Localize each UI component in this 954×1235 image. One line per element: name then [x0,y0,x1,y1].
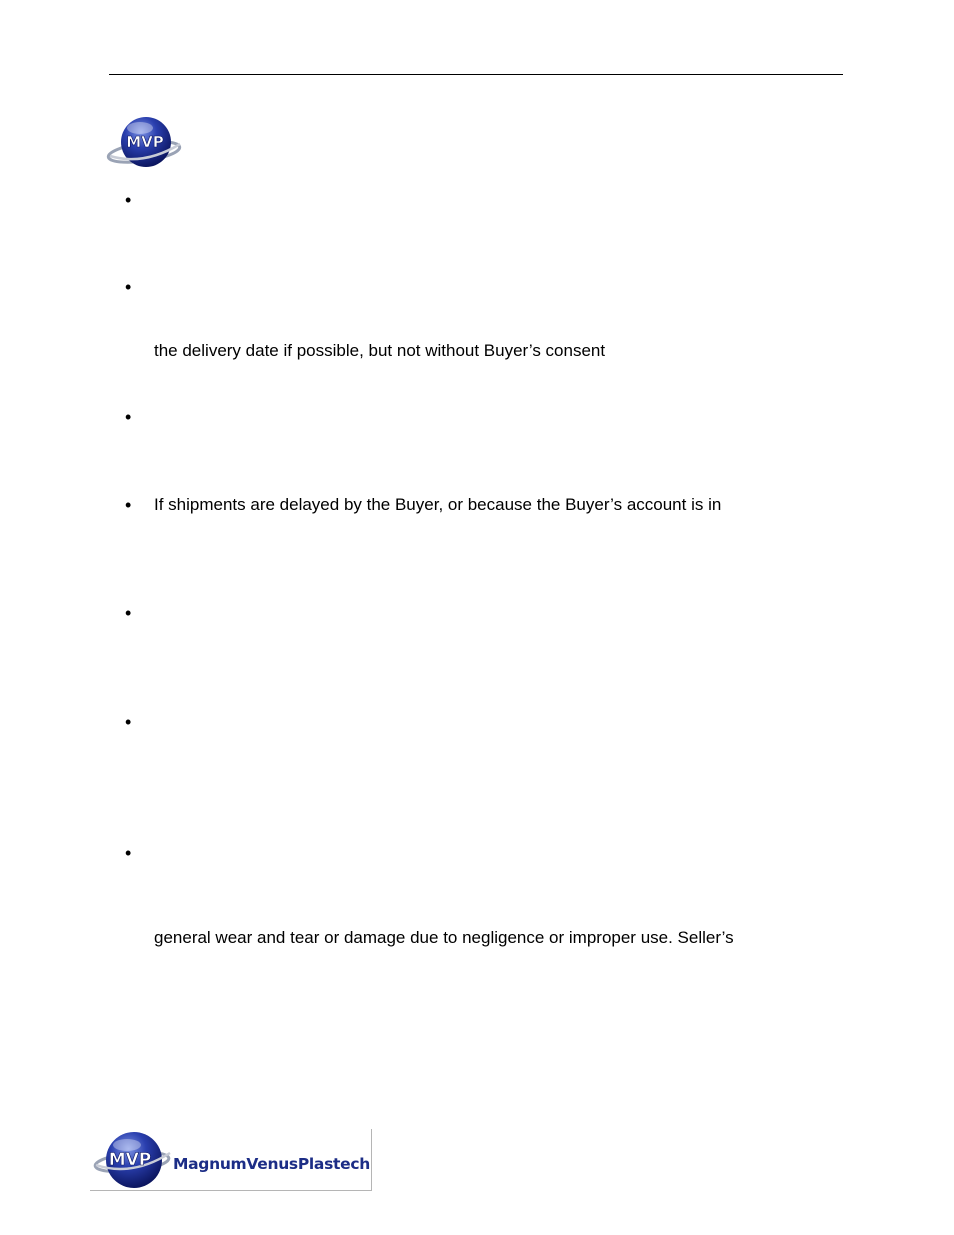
text-delivery-consent: the delivery date if possible, but not without Buyer’s consent [154,341,606,360]
bullet-2: • [125,277,132,297]
bullet-6: • [125,712,132,732]
bullet-1: • [125,190,132,210]
header-rule [109,74,843,75]
footer-brand-name: MagnumVenusPlastech [173,1155,370,1173]
bullet-5: • [125,603,132,623]
svg-text:MVP: MVP [126,133,164,151]
mvp-globe-logo-footer [92,1129,172,1191]
bullet-4: • [125,495,132,515]
bullet-7: • [125,843,132,863]
footer-company-logo [90,1129,372,1191]
text-shipments-delayed: If shipments are delayed by the Buyer, or because the Buyer’s account is in [154,495,722,514]
svg-text:MVP: MVP [108,1150,152,1170]
bullet-3: • [125,407,132,427]
text-wear-and-tear: general wear and tear or damage due to negligence or improper use. Seller’s [154,928,734,947]
mvp-globe-logo [104,114,184,172]
